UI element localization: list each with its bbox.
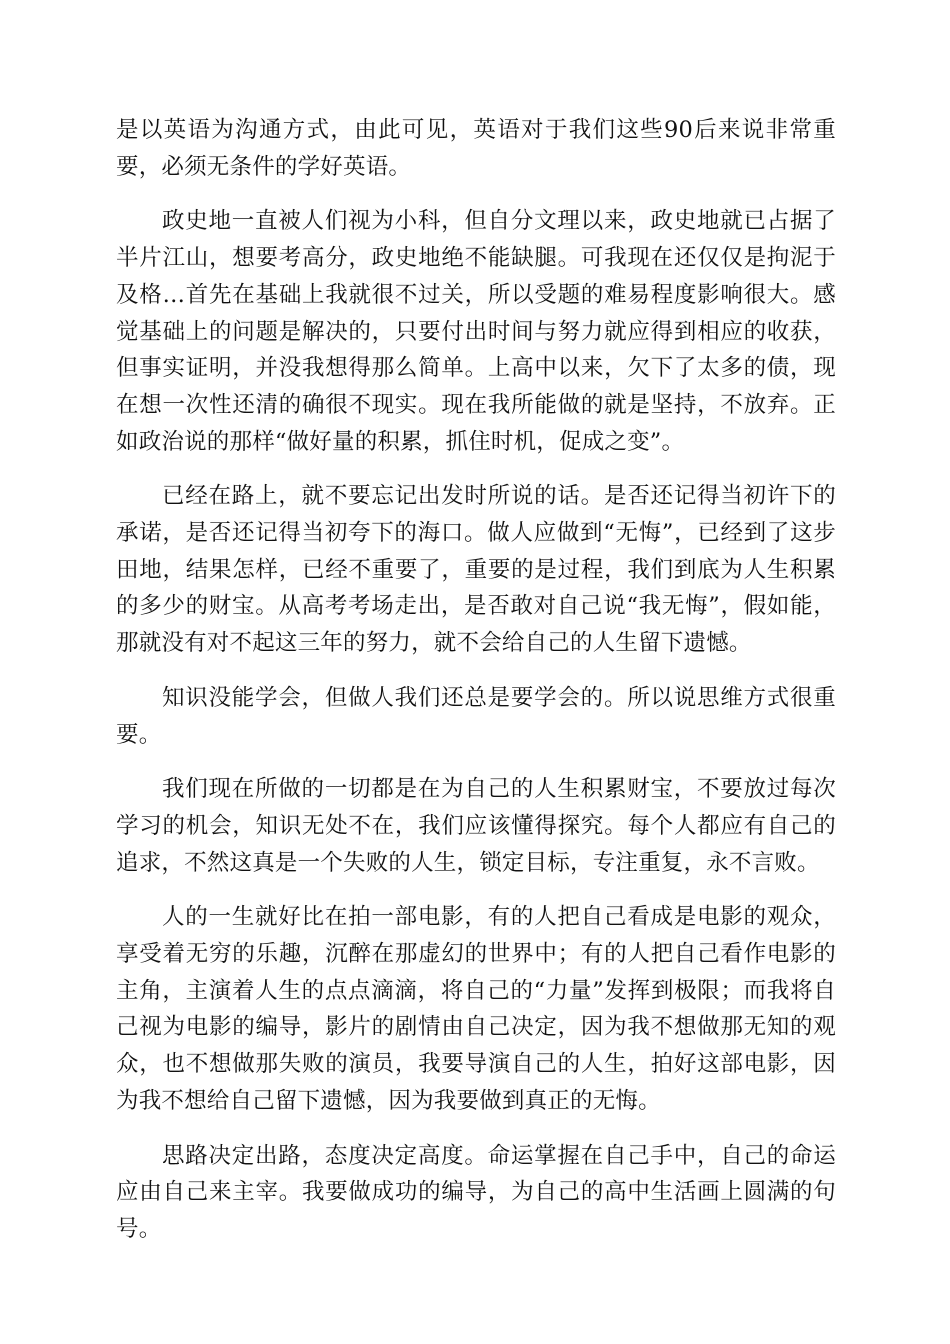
paragraph: 已经在路上，就不要忘记出发时所说的话。是否还记得当初许下的承诺，是否还记得当初夸下的海口。做人应做到“无悔”，已经到了这步田地，结果怎样，已经不重要了，重要的是过程，我们到底为人生积累的多少的财宝。从高考考场走出，是否敢对自己说“我无悔”，假如能，那就没有对不起这三年的努力，就不会给自己的人生留下遗憾。: [116, 483, 836, 657]
paragraph: 知识没能学会，但做人我们还总是要学会的。所以说思维方式很重要。: [116, 684, 836, 748]
paragraph-continuation: 是以英语为沟通方式，由此可见，英语对于我们这些90后来说非常重要，必须无条件的学好英语。: [116, 117, 836, 180]
document-page: [116, 112, 836, 1266]
paragraph: 我们现在所做的一切都是在为自己的人生积累财宝，不要放过每次学习的机会，知识无处不在，我们应该懂得探究。每个人都应有自己的追求，不然这真是一个失败的人生，锁定目标，专注重复，永不言败。: [116, 776, 836, 876]
paragraph: 政史地一直被人们视为小科，但自分文理以来，政史地就已占据了半片江山，想要考高分，政史地绝不能缺腿。可我现在还仅仅是拘泥于及格…首先在基础上我就很不过关，所以受题的难易程度影响很大。感觉基础上的问题是解决的，只要付出时间与努力就应得到相应的收获，但事实证明，并没我想得那么简单。上高中以来，欠下了太多的债，现在想一次性还清的确很不现实。现在我所能做的就是坚持，不放弃。正如政治说的那样“做好量的积累，抓住时机，促成之变”。: [116, 208, 836, 455]
paragraph: 思路决定出路，态度决定高度。命运掌握在自己手中，自己的命运应由自己来主宰。我要做成功的编导，为自己的高中生活画上圆满的句号。: [116, 1142, 836, 1242]
paragraph: 人的一生就好比在拍一部电影，有的人把自己看成是电影的观众，享受着无穷的乐趣，沉醉在那虚幻的世界中；有的人把自己看作电影的主角，主演着人生的点点滴滴，将自己的“力量”发挥到极限；而我将自己视为电影的编导，影片的剧情由自己决定，因为我不想做那无知的观众，也不想做那失败的演员，我要导演自己的人生，拍好这部电影，因为我不想给自己留下遗憾，因为我要做到真正的无悔。: [116, 904, 836, 1114]
